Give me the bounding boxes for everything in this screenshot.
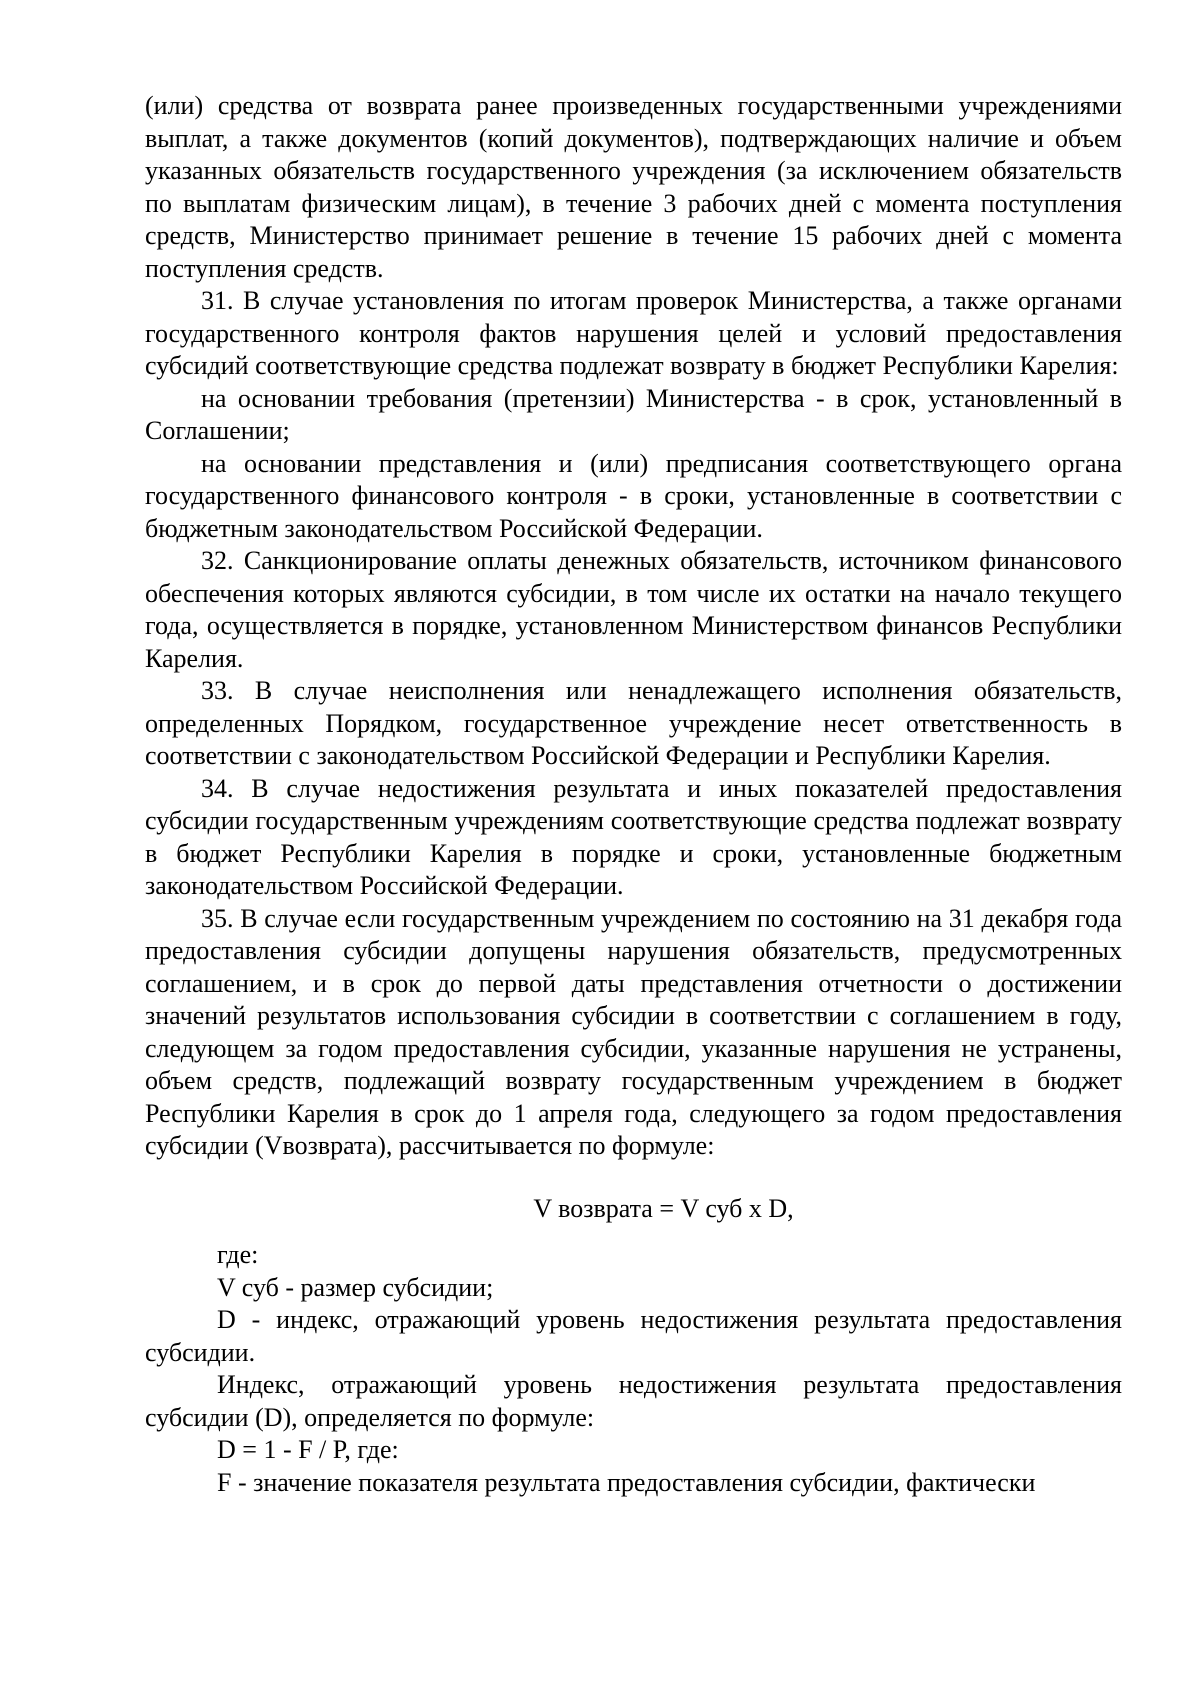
formula-v-vozvrata: V возврата = V суб x D, xyxy=(533,1193,794,1223)
paragraph-31-item-2: на основании представления и (или) предписания соответствующего органа государственного финансового контроля - в сроки, установленные в соответствии с бюджетным законодательством Российской Федерации. xyxy=(145,448,1122,543)
where-label: где: xyxy=(217,1240,259,1269)
paragraph-32: 32. Санкционирование оплаты денежных обязательств, источником финансового обеспечения которых являются субсидии, в том числе их остатки на начало текущего года, осуществляется в порядке, установленном Министерством финансов Республики Карелия. xyxy=(145,546,1122,673)
definition-v-sub: V суб - размер субсидии; xyxy=(217,1272,494,1302)
index-description: Индекс, отражающий уровень недостижения результата предоставления субсидии (D), определяется по формуле: xyxy=(145,1370,1122,1432)
paragraph-33: 33. В случае неисполнения или ненадлежащего исполнения обязательств, определенных Порядком, государственное учреждение несет ответственность в соответствии с законодательством Российской Федерации и Республики Карелия. xyxy=(145,676,1122,770)
paragraph-31-item-1: на основании требования (претензии) Министерства - в срок, установленный в Соглашении; xyxy=(145,383,1122,445)
definition-d: D - индекс, отражающий уровень недостижения результата предоставления субсидии. xyxy=(145,1305,1122,1367)
paragraph-35: 35. В случае если государственным учреждением по состоянию на 31 декабря года предоставления субсидии допущены нарушения обязательств, предусмотренных соглашением, и в срок до первой даты представления отчетности о достижении значений результатов использования субсидии в соответствии с соглашением в году, следующем за годом предоставления субсидии, указанные нарушения не устранены, объем средств, подлежащий возврату государственным учреждением в бюджет Республики Карелия в срок до 1 апреля года, следующего за годом предоставления субсидии (Vвозврата), рассчитывается по формуле: xyxy=(145,903,1122,1160)
paragraph-31: 31. В случае установления по итогам проверок Министерства, а также органами государственного контроля фактов нарушения целей и условий предоставления субсидий соответствующие средства подлежат возврату в бюджет Республики Карелия: xyxy=(145,286,1122,380)
document-page xyxy=(145,90,1122,1499)
definition-f: F - значение показателя результата предоставления субсидии, фактически xyxy=(217,1467,1036,1497)
formula-d: D = 1 - F / P, где: xyxy=(217,1435,399,1464)
paragraph-continuation: (или) средства от возврата ранее произведенных государственными учреждениями выплат, а также документов (копий документов), подтверждающих наличие и объем указанных обязательств государственного учреждения (за исключением обязательств по выплатам физическим лицам), в течение 3 рабочих дней с момента поступления средств, Министерство принимает решение в течение 15 рабочих дней с момента поступления средств. xyxy=(145,91,1122,283)
paragraph-34: 34. В случае недостижения результата и иных показателей предоставления субсидии государственным учреждениям соответствующие средства подлежат возврату в бюджет Республики Карелия в порядке и сроки, установленные бюджетным законодательством Российской Федерации. xyxy=(145,773,1122,900)
